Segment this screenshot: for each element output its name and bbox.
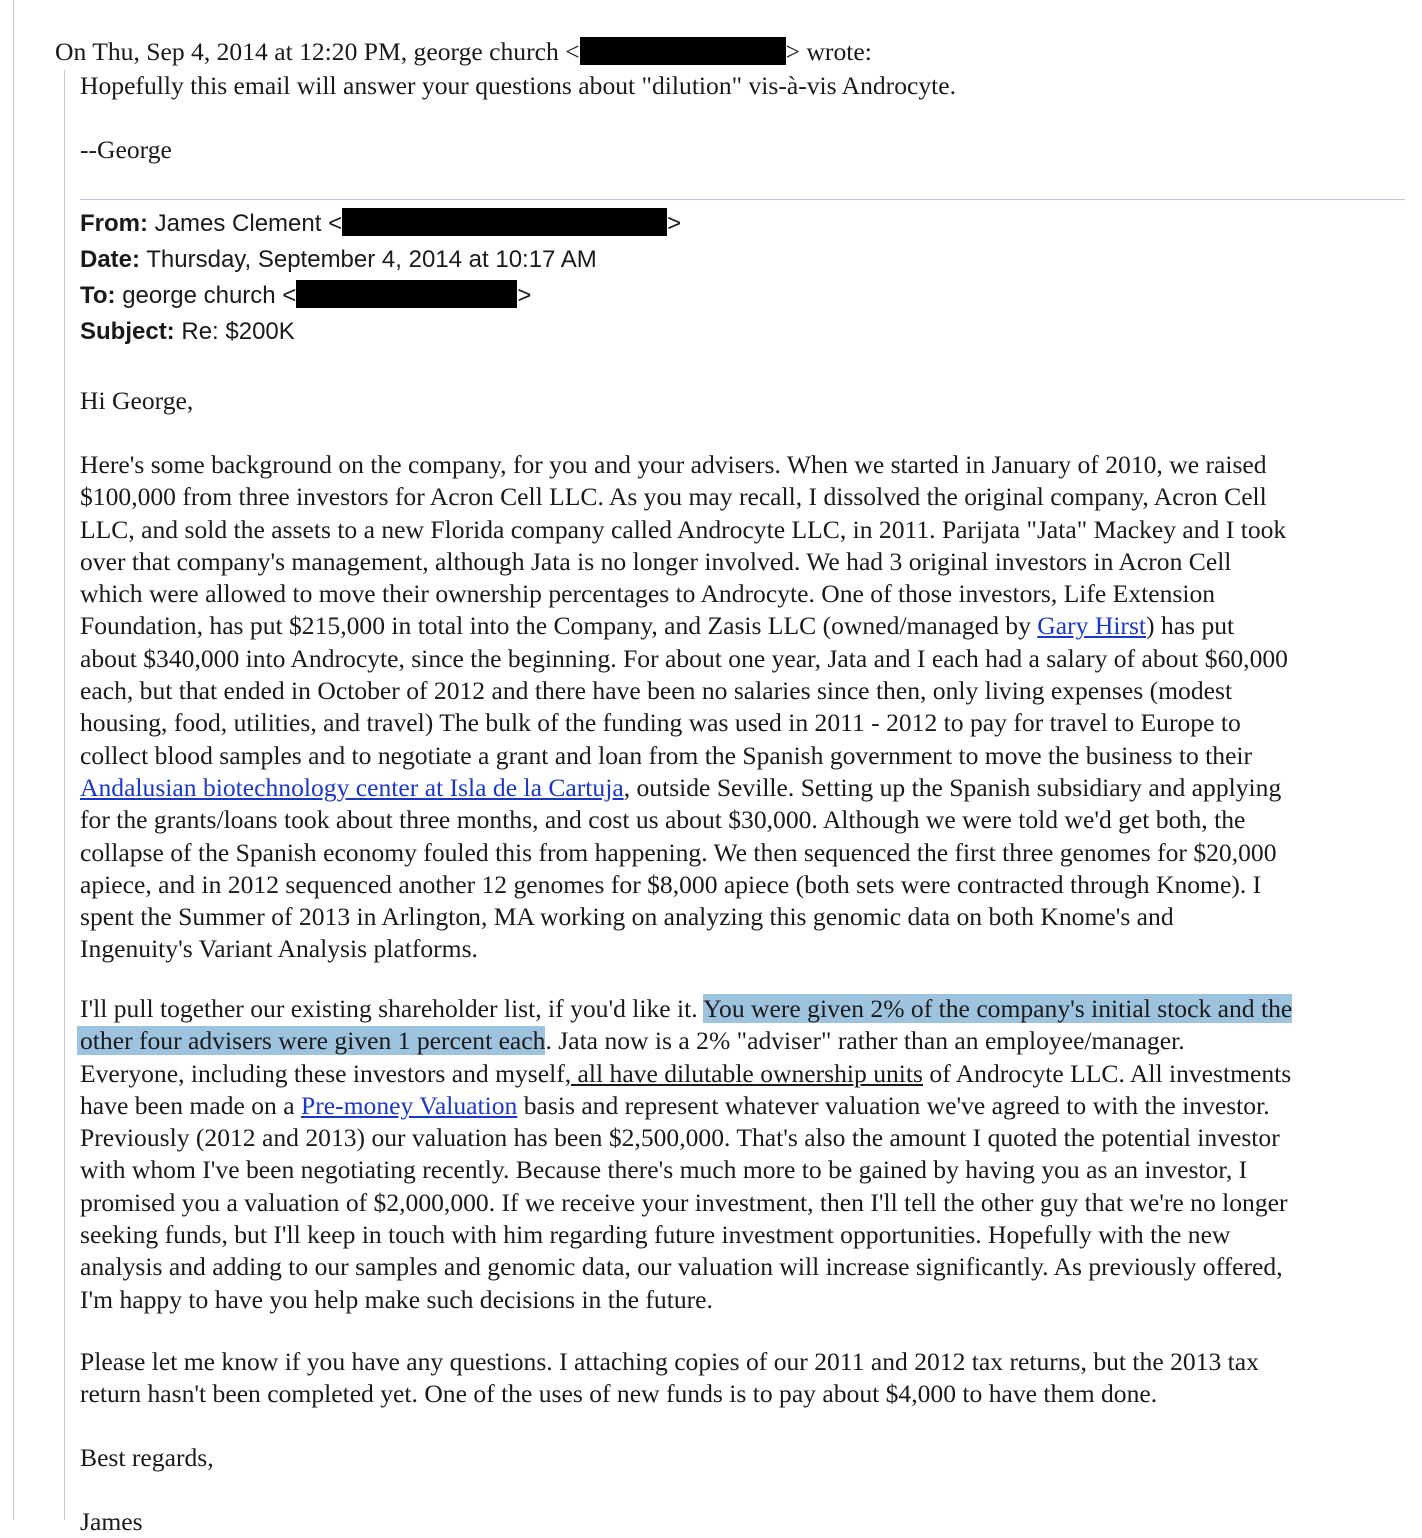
- to-value: george church <: [122, 282, 297, 309]
- date-label: Date:: [80, 246, 141, 273]
- quoted-message: [64, 70, 1422, 1536]
- paragraph-ownership: [80, 993, 1292, 1316]
- text-segment: Foundation, has put $215,000 in total into the Company, and Zasis LLC (owned/managed by: [80, 611, 1038, 641]
- redacted-email: [342, 208, 667, 236]
- text-segment: basis and represent whatever valuation we've agreed to with the investor.: [517, 1090, 1270, 1120]
- date-value: Thursday, September 4, 2014 at 10:17 AM: [146, 246, 597, 273]
- gary-hirst-link[interactable]: Gary Hirst: [1037, 611, 1147, 641]
- paragraph-line: [80, 772, 1288, 804]
- paragraph-line: [80, 610, 1288, 642]
- paragraph-line: [80, 1090, 1292, 1122]
- paragraph-line: for the grants/loans took about three months, and cost us about $30,000. Although we were told we'd get both, the: [80, 805, 1246, 835]
- paragraph-line: $100,000 from three investors for Acron Cell LLC. As you may recall, I dissolved the original company, Acron Cell: [80, 482, 1267, 512]
- closing: Best regards,: [80, 1443, 214, 1472]
- header-from: [80, 206, 681, 242]
- highlighted-text[interactable]: You were given 2% of the company's initial stock and the: [703, 994, 1293, 1023]
- to-end: >: [517, 282, 532, 309]
- paragraph-line: analysis and adding to our samples and genomic data, our valuation will increase significantly. As previously offered,: [80, 1252, 1283, 1282]
- pre-money-valuation-link[interactable]: Pre-money Valuation: [301, 1090, 518, 1120]
- text-segment: of Androcyte LLC. All investments: [923, 1058, 1292, 1088]
- paragraph-line: [80, 1058, 1292, 1090]
- paragraph-line: collect blood samples and to negotiate a grant and loan from the Spanish government to move the business to their: [80, 740, 1253, 770]
- redacted-email: [580, 37, 786, 65]
- andalusian-center-link[interactable]: Andalusian biotechnology center at Isla de la Cartuja: [80, 772, 624, 802]
- paragraph-line: promised you a valuation of $2,000,000. If we receive your investment, then I'll tell the other guy that we're no longer: [80, 1187, 1288, 1217]
- paragraph-line: [77, 1025, 1292, 1057]
- to-label: To:: [80, 282, 116, 309]
- paragraph-line: I'm happy to have you help make such decisions in the future.: [80, 1284, 713, 1314]
- paragraph-line: apiece, and in 2012 sequenced another 12 genomes for $8,000 apiece (both sets were contracted through Knome). I: [80, 869, 1262, 899]
- from-value: James Clement <: [154, 210, 343, 237]
- greeting: Hi George,: [80, 386, 194, 415]
- from-label: From:: [80, 210, 148, 237]
- paragraph-line: spent the Summer of 2013 in Arlington, MA working on analyzing this genomic data on both Knome's and: [80, 902, 1174, 932]
- header-divider: [80, 199, 1405, 200]
- paragraph-line: each, but that ended in October of 2012 and there have been no salaries since then, only living expenses (modest: [80, 676, 1233, 706]
- attribution-prefix: On Thu, Sep 4, 2014 at 12:20 PM, george church <: [55, 37, 580, 66]
- underlined-text: , all have dilutable ownership units: [564, 1058, 923, 1088]
- text-segment: Everyone, including these investors and myself: [80, 1058, 565, 1088]
- paragraph-tax-returns: [80, 1346, 1259, 1411]
- text-segment: . Jata now is a 2% "adviser" rather than an employee/manager.: [545, 1026, 1185, 1056]
- george-signature: --George: [80, 135, 172, 164]
- attribution-suffix: > wrote:: [785, 37, 872, 66]
- paragraph-line: seeking funds, but I'll keep in touch with him regarding future investment opportunities. Hopefully with the new: [80, 1220, 1231, 1250]
- redacted-email: [296, 280, 517, 308]
- paragraph-line: Previously (2012 and 2013) our valuation has been $2,500,000. That's also the amount I quoted the potential investor: [80, 1123, 1280, 1153]
- highlighted-text[interactable]: other four advisers were given 1 percent each: [77, 1026, 545, 1055]
- outer-quote-bar: [13, 0, 14, 1520]
- paragraph-line: [80, 993, 1292, 1025]
- paragraph-background: [80, 449, 1288, 966]
- quote-attribution: [55, 36, 872, 68]
- header-to: [80, 278, 681, 314]
- paragraph-line: Please let me know if you have any questions. I attaching copies of our 2011 and 2012 tax returns, but the 2013 tax: [80, 1347, 1259, 1376]
- text-segment: I'll pull together our existing shareholder list, if you'd like it.: [80, 994, 704, 1023]
- forwarded-headers: [80, 206, 681, 350]
- from-end: >: [667, 210, 682, 237]
- header-date: [80, 242, 681, 278]
- text-segment: ) has put: [1146, 611, 1235, 641]
- text-segment: have been made on a: [80, 1090, 301, 1120]
- header-subject: [80, 314, 681, 350]
- paragraph-line: Here's some background on the company, for you and your advisers. When we started in January of 2010, we raised: [80, 450, 1267, 479]
- george-message-line: Hopefully this email will answer your questions about "dilution" vis-à-vis Androcyte.: [80, 71, 957, 100]
- paragraph-line: with whom I've been negotiating recently. Because there's much more to be gained by having you as an investor, I: [80, 1155, 1248, 1185]
- paragraph-line: collapse of the Spanish economy fouled this from happening. We then sequenced the first three genomes for $20,000: [80, 837, 1277, 867]
- paragraph-line: about $340,000 into Androcyte, since the beginning. For about one year, Jata and I each had a salary of about $60,000: [80, 643, 1288, 673]
- text-segment: , outside Seville. Setting up the Spanish subsidiary and applying: [623, 772, 1282, 802]
- paragraph-line: LLC, and sold the assets to a new Florida company called Androcyte LLC, in 2011. Parijata "Jata" Mackey and I took: [80, 514, 1287, 544]
- paragraph-line: return hasn't been completed yet. One of the uses of new funds is to pay about $4,000 to have them done.: [80, 1379, 1158, 1409]
- sender-signature: James: [80, 1507, 143, 1536]
- paragraph-line: which were allowed to move their ownership percentages to Androcyte. One of those investors, Life Extension: [80, 579, 1216, 609]
- paragraph-line: Ingenuity's Variant Analysis platforms.: [80, 934, 478, 964]
- paragraph-line: housing, food, utilities, and travel) The bulk of the funding was used in 2011 - 2012 to pay for travel to Europe to: [80, 708, 1241, 738]
- subject-label: Subject:: [80, 318, 175, 345]
- subject-value: Re: $200K: [181, 318, 295, 345]
- paragraph-line: over that company's management, although Jata is no longer involved. We had 3 original investors in Acron Cell: [80, 546, 1232, 576]
